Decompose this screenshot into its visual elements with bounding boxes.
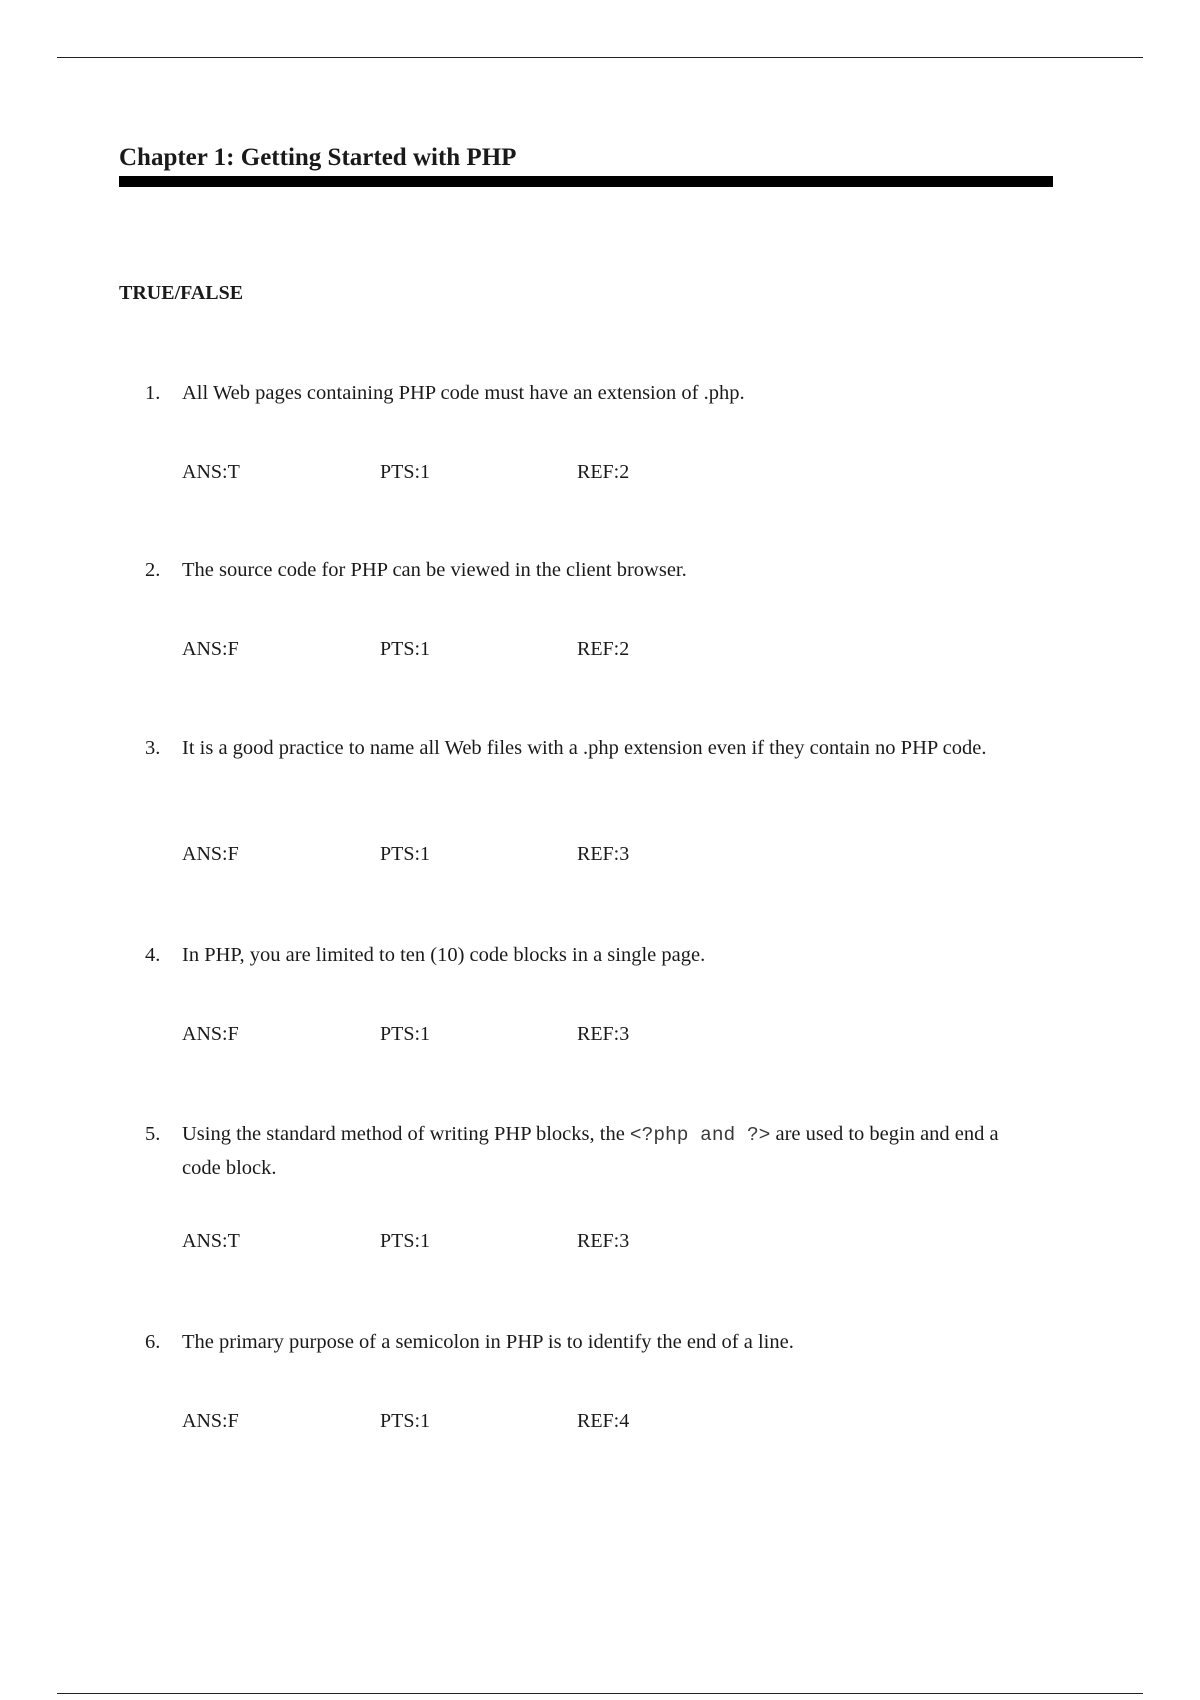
ref-value: 4 [619, 1410, 630, 1432]
ref-label: REF: [577, 1023, 620, 1045]
ref-label: REF: [577, 843, 620, 865]
points-field [380, 841, 430, 867]
reference-field [577, 459, 629, 485]
chapter-title-underline [119, 176, 1053, 187]
question-text: All Web pages containing PHP code must have an extension of .php. [182, 382, 745, 404]
question-text: In PHP, you are limited to ten (10) code blocks in a single page. [182, 944, 706, 966]
ref-label: REF: [577, 638, 620, 660]
points-field [380, 1408, 430, 1434]
bottom-rule [57, 1693, 1143, 1694]
reference-field [577, 1021, 629, 1047]
reference-field [577, 1228, 629, 1254]
question-text: The source code for PHP can be viewed in the client browser. [182, 559, 687, 581]
reference-field [577, 841, 629, 867]
question-1 [145, 379, 1045, 483]
question-number: 6. [145, 1331, 161, 1353]
ref-value: 3 [619, 1023, 630, 1045]
question-number: 3. [145, 737, 161, 759]
ans-label: ANS: [182, 461, 228, 483]
ref-value: 2 [619, 461, 630, 483]
ref-value: 2 [619, 638, 630, 660]
answer-field [182, 841, 239, 867]
pts-value: 1 [420, 843, 431, 865]
answer-field [182, 459, 240, 485]
pts-value: 1 [420, 638, 431, 660]
pts-value: 1 [420, 461, 431, 483]
question-number: 5. [145, 1123, 161, 1145]
ans-label: ANS: [182, 843, 228, 865]
question-number: 1. [145, 382, 161, 404]
ans-value: F [227, 1410, 239, 1432]
ref-value: 3 [619, 843, 630, 865]
pts-label: PTS: [380, 843, 421, 865]
points-field [380, 459, 430, 485]
answer-field [182, 636, 239, 662]
top-rule [57, 57, 1143, 58]
ans-value: T [227, 1230, 240, 1252]
ref-label: REF: [577, 461, 620, 483]
pts-value: 1 [420, 1410, 431, 1432]
ref-label: REF: [577, 1410, 620, 1432]
pts-label: PTS: [380, 461, 421, 483]
ans-label: ANS: [182, 1023, 228, 1045]
points-field [380, 1228, 430, 1254]
ans-value: F [227, 638, 239, 660]
ans-value: F [227, 1023, 239, 1045]
question-3 [145, 734, 1045, 865]
question-2 [145, 556, 1045, 660]
pts-label: PTS: [380, 638, 421, 660]
chapter-title: Chapter 1: Getting Started with PHP [119, 144, 517, 171]
question-text-before: Using the standard method of writing PHP blocks, the [182, 1123, 630, 1145]
question-number: 2. [145, 559, 161, 581]
ans-value: F [227, 843, 239, 865]
question-number: 4. [145, 944, 161, 966]
code-snippet: <?php and ?> [629, 1124, 771, 1146]
pts-label: PTS: [380, 1230, 421, 1252]
reference-field [577, 636, 629, 662]
ref-label: REF: [577, 1230, 620, 1252]
points-field [380, 1021, 430, 1047]
question-4 [145, 941, 1045, 1045]
pts-label: PTS: [380, 1023, 421, 1045]
pts-value: 1 [420, 1023, 431, 1045]
section-heading: TRUE/FALSE [119, 282, 244, 304]
question-6 [145, 1328, 1045, 1432]
ans-label: ANS: [182, 1230, 228, 1252]
reference-field [577, 1408, 629, 1434]
ans-label: ANS: [182, 638, 228, 660]
pts-label: PTS: [380, 1410, 421, 1432]
answer-field [182, 1408, 239, 1434]
question-text [182, 1118, 1040, 1185]
question-text: The primary purpose of a semicolon in PHP is to identify the end of a line. [182, 1331, 794, 1353]
answer-field [182, 1228, 240, 1254]
question-5 [145, 1118, 1045, 1252]
question-text-after: are used to begin and end a code block. [182, 1123, 999, 1179]
points-field [380, 636, 430, 662]
ref-value: 3 [619, 1230, 630, 1252]
ans-value: T [227, 461, 240, 483]
question-text: It is a good practice to name all Web files with a .php extension even if they contain no PHP code. [182, 737, 987, 759]
ans-label: ANS: [182, 1410, 228, 1432]
answer-field [182, 1021, 239, 1047]
pts-value: 1 [420, 1230, 431, 1252]
